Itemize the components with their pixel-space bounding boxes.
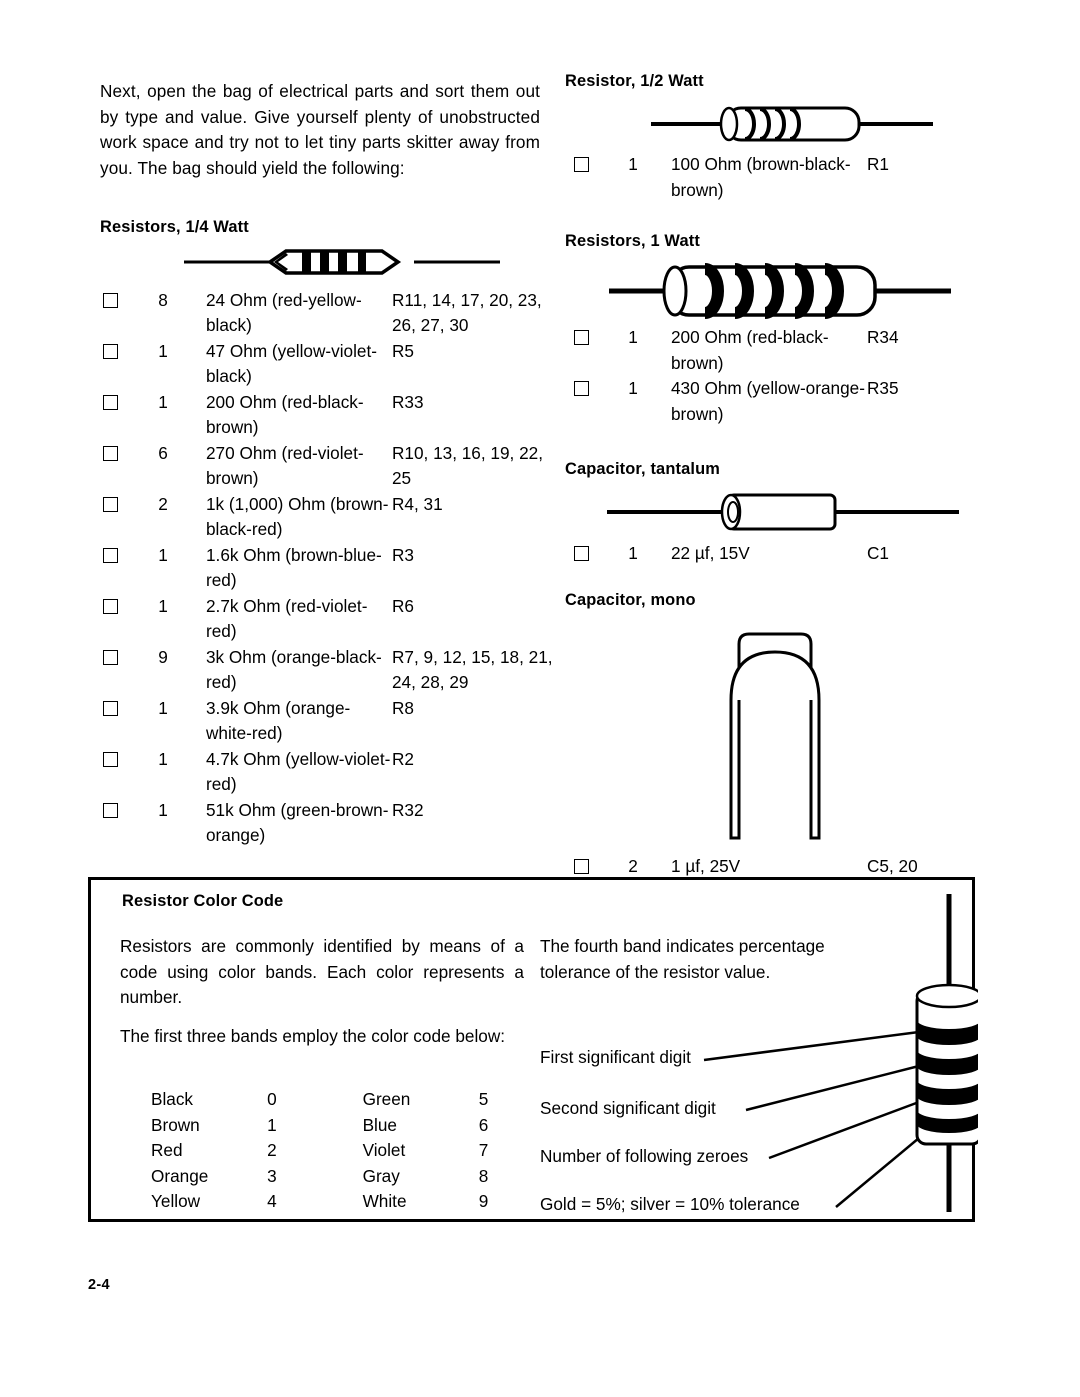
- callout-second-significant-digit: Second significant digit: [540, 1098, 716, 1118]
- reference-designators: R3: [392, 544, 414, 565]
- half-watt-resistor-illustration: [647, 100, 937, 146]
- checkbox[interactable]: [103, 599, 118, 614]
- quantity: 1: [158, 748, 168, 769]
- color-digit: 2: [267, 1140, 277, 1160]
- tantalum-capacitor-illustration: [603, 489, 963, 533]
- color-digit: 9: [478, 1191, 489, 1211]
- part-row: [100, 543, 552, 594]
- quantity: 1: [158, 595, 168, 616]
- part-description: 1k (1,000) Ohm (brown-black-red): [206, 493, 389, 540]
- part-description: 200 Ohm (red-black-brown): [671, 327, 829, 373]
- part-row: [100, 288, 552, 339]
- part-description: 22 µf, 15V: [671, 543, 750, 563]
- one-watt-resistor-illustration: [605, 259, 955, 319]
- parts-list-tantalum: [565, 541, 985, 567]
- color-digit: 6: [478, 1114, 489, 1135]
- reference-designators: R34: [867, 327, 899, 347]
- checkbox[interactable]: [103, 446, 118, 461]
- reference-designators: C5, 20: [867, 855, 918, 876]
- color-code-title: Resistor Color Code: [122, 892, 284, 910]
- part-row: [100, 441, 552, 492]
- reference-designators: R1: [867, 154, 889, 174]
- checkbox[interactable]: [103, 548, 118, 563]
- checkbox[interactable]: [103, 293, 118, 308]
- color-digit: 1: [267, 1114, 277, 1135]
- part-row: [100, 696, 552, 747]
- checkbox[interactable]: [574, 157, 589, 172]
- color-code-row: [151, 1138, 541, 1164]
- reference-designators: R4, 31: [392, 493, 443, 514]
- color-code-paragraph-right: The fourth band indicates percentage tolerance of the resistor value.: [540, 936, 825, 982]
- part-row: [100, 747, 552, 798]
- parts-list-mono: [565, 854, 985, 880]
- part-row: [565, 325, 985, 376]
- color-digit: 0: [267, 1089, 277, 1109]
- color-code-row: [151, 1113, 541, 1139]
- part-row: [565, 854, 985, 880]
- part-description: 24 Ohm (red-yellow-black): [206, 289, 362, 336]
- color-digit: 8: [478, 1165, 489, 1186]
- reference-designators: R2: [392, 748, 414, 769]
- color-name: Yellow: [151, 1191, 201, 1211]
- quantity: 1: [628, 327, 638, 347]
- color-code-row: [151, 1164, 541, 1190]
- color-digit: 7: [478, 1140, 489, 1160]
- checkbox[interactable]: [103, 752, 118, 767]
- reference-designators: R33: [392, 391, 424, 412]
- part-row: [100, 594, 552, 645]
- checkbox[interactable]: [103, 497, 118, 512]
- heading-resistors-one-watt: Resistors, 1 Watt: [565, 232, 700, 250]
- quantity: 6: [158, 442, 168, 463]
- color-code-paragraph-1: Resistors are commonly identified by means of a code using color bands. Each color represents a number.: [120, 936, 524, 1008]
- reference-designators: R6: [392, 595, 414, 616]
- heading-capacitor-tantalum: Capacitor, tantalum: [565, 460, 720, 478]
- quantity: 1: [158, 799, 168, 820]
- heading-capacitor-mono: Capacitor, mono: [565, 590, 696, 609]
- parts-list-quarter-watt: [100, 288, 552, 849]
- checkbox[interactable]: [574, 859, 589, 874]
- part-description: 270 Ohm (red-violet-brown): [206, 442, 364, 489]
- color-code-table-body: [151, 1087, 541, 1215]
- resistor-color-code-box: [88, 877, 975, 1222]
- part-description: 4.7k Ohm (yellow-violet-red): [206, 748, 391, 795]
- reference-designators: R7, 9, 12, 15, 18, 21, 24, 28, 29: [392, 646, 553, 693]
- color-name: Gray: [362, 1165, 400, 1186]
- part-row: [100, 645, 552, 696]
- checkbox[interactable]: [103, 803, 118, 818]
- callout-first-significant-digit: First significant digit: [540, 1047, 691, 1067]
- quantity: 1: [628, 378, 638, 398]
- color-name: Red: [151, 1140, 183, 1160]
- part-description: 3.9k Ohm (orange-white-red): [206, 697, 351, 744]
- part-description: 200 Ohm (red-black-brown): [206, 391, 364, 438]
- color-name: Green: [362, 1089, 411, 1109]
- part-description: 3k Ohm (orange-black-red): [206, 646, 382, 693]
- reference-designators: R32: [392, 799, 424, 820]
- checkbox[interactable]: [574, 381, 589, 396]
- quantity: 2: [628, 855, 638, 876]
- quantity: 2: [158, 493, 168, 514]
- color-code-row: [151, 1087, 541, 1113]
- quantity: 8: [158, 289, 168, 310]
- part-row: [100, 390, 552, 441]
- checkbox[interactable]: [574, 546, 589, 561]
- checkbox[interactable]: [103, 344, 118, 359]
- quarter-watt-resistor-illustration: [182, 245, 502, 279]
- color-name: Blue: [362, 1114, 397, 1135]
- color-name: Black: [151, 1089, 194, 1109]
- checkbox[interactable]: [103, 701, 118, 716]
- left-column: [100, 62, 552, 849]
- color-digit: 5: [478, 1089, 489, 1109]
- quantity: 1: [628, 543, 638, 563]
- reference-designators: R11, 14, 17, 20, 23, 26, 27, 30: [392, 289, 542, 336]
- color-digit: 3: [267, 1165, 277, 1186]
- heading-resistor-half-watt: Resistor, 1/2 Watt: [565, 72, 704, 90]
- reference-designators: R5: [392, 340, 414, 361]
- color-name: Violet: [362, 1140, 406, 1160]
- mono-capacitor-illustration: [675, 614, 975, 852]
- right-column: [565, 72, 985, 879]
- checkbox[interactable]: [574, 330, 589, 345]
- part-row: [100, 492, 552, 543]
- quantity: 1: [158, 544, 168, 565]
- part-row: [100, 798, 552, 849]
- color-digit: 4: [267, 1191, 277, 1211]
- callout-tolerance: Gold = 5%; silver = 10% tolerance: [540, 1194, 800, 1214]
- quantity: 9: [158, 646, 168, 667]
- quantity: 1: [158, 340, 168, 361]
- checkbox[interactable]: [103, 395, 118, 410]
- quantity: 1: [158, 391, 168, 412]
- part-row: [100, 339, 552, 390]
- parts-list-one-watt: [565, 325, 985, 427]
- part-description: 2.7k Ohm (red-violet-red): [206, 595, 368, 642]
- intro-paragraph: Next, open the bag of electrical parts and sort them out by type and value. Give yourself plenty of unobstructed work space and try not to let tiny parts skitter away from you. The bag should yield the following:: [100, 81, 540, 178]
- color-code-paragraph-2: The first three bands employ the color code below:: [120, 1026, 506, 1046]
- quantity: 1: [628, 154, 638, 174]
- checkbox[interactable]: [103, 650, 118, 665]
- reference-designators: R35: [867, 378, 899, 398]
- part-row: [565, 541, 985, 567]
- color-code-row: [151, 1189, 541, 1215]
- parts-list-half-watt: [565, 152, 985, 203]
- part-description: 47 Ohm (yellow-violet-black): [206, 340, 377, 387]
- color-name: Orange: [151, 1165, 209, 1186]
- page-number: 2-4: [88, 1277, 110, 1293]
- part-description: 100 Ohm (brown-black-brown): [671, 154, 851, 200]
- color-name: Brown: [151, 1114, 200, 1135]
- part-description: 51k Ohm (green-brown-orange): [206, 799, 389, 846]
- reference-designators: R10, 13, 16, 19, 22, 25: [392, 442, 543, 489]
- heading-resistors-quarter-watt: Resistors, 1/4 Watt: [100, 217, 249, 236]
- color-code-table: [151, 1087, 541, 1215]
- reference-designators: R8: [392, 697, 414, 718]
- part-description: 430 Ohm (yellow-orange-brown): [671, 378, 865, 424]
- vertical-banded-resistor-illustration: [917, 894, 978, 1212]
- quantity: 1: [158, 697, 168, 718]
- part-row: [565, 152, 985, 203]
- part-description: 1.6k Ohm (brown-blue-red): [206, 544, 382, 591]
- reference-designators: C1: [867, 543, 889, 563]
- color-name: White: [362, 1191, 407, 1211]
- part-row: [565, 376, 985, 427]
- callout-number-of-zeroes: Number of following zeroes: [540, 1146, 749, 1166]
- part-description: 1 µf, 25V: [671, 855, 741, 876]
